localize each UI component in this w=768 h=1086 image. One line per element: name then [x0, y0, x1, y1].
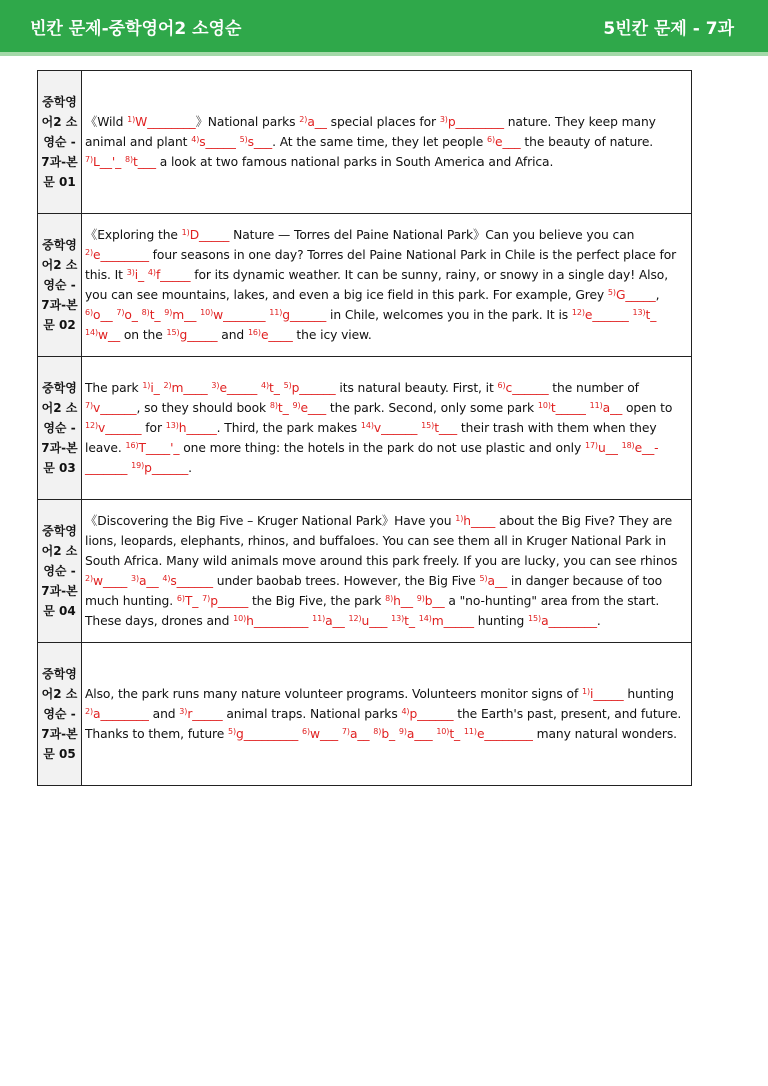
row-label: 중학영어2 소영순 - 7과-본문 03: [38, 357, 82, 500]
blank: [292, 401, 326, 415]
blank: [312, 614, 345, 628]
blank-number: 18): [621, 441, 635, 450]
blank-hint: g______: [282, 308, 327, 322]
page-header: [0, 0, 768, 56]
passage-segment: in Chile, welcomes you in the park. It is: [326, 308, 572, 322]
passage-segment: hunting: [623, 687, 674, 701]
passage-segment: for: [141, 421, 166, 435]
blank-number: 6): [301, 727, 310, 736]
blank: [361, 421, 417, 435]
blank-number: 12): [348, 614, 362, 623]
blank-number: 13): [391, 614, 405, 623]
exercise-row: [38, 214, 692, 357]
blank-number: 9): [292, 401, 301, 410]
passage-segment: many natural wonders.: [532, 727, 677, 741]
blank: [85, 248, 149, 262]
passage-segment: for its dynamic weather. It can be sunny, rainy, or snowy in a single day! Also, you can see mountains, lakes, and even a big ice field in this park. For example, Grey: [85, 268, 669, 302]
blank: [233, 614, 308, 628]
blank-number: 6): [85, 308, 94, 317]
passage-segment: and: [217, 328, 248, 342]
blank-hint: b__: [424, 594, 445, 608]
blank: [590, 401, 623, 415]
passage-text: [82, 500, 692, 643]
blank-hint: v______: [373, 421, 418, 435]
blank-number: 13): [165, 421, 179, 430]
blank-hint: i_: [150, 381, 160, 395]
blank-hint: t_: [449, 727, 461, 741]
blank-hint: a__: [349, 727, 370, 741]
blank: [116, 308, 138, 322]
blank-number: 6): [176, 594, 185, 603]
exercise-row: [38, 71, 692, 214]
blank: [85, 328, 120, 342]
passage-segment: four seasons in one day? Torres del Paine National Park in Chile is the perfect place for this. It: [85, 248, 677, 282]
blank: [528, 614, 597, 628]
exercise-row: [38, 500, 692, 643]
blank: [498, 381, 549, 395]
blank-number: 15): [166, 328, 180, 337]
blank: [585, 441, 618, 455]
blank-number: 5): [283, 381, 292, 390]
row-label: 중학영어2 소영순 - 7과-본문 02: [38, 214, 82, 357]
blank-hint: i_____: [590, 687, 624, 701]
blank: [342, 727, 370, 741]
blank: [401, 707, 453, 721]
blank: [191, 135, 236, 149]
blank-hint: p______: [291, 381, 336, 395]
passage-segment: .: [596, 614, 601, 628]
blank: [177, 594, 198, 608]
exercise-row: [38, 357, 692, 500]
blank-hint: u__: [597, 441, 618, 455]
blank-hint: a__: [487, 574, 508, 588]
passage-segment: and: [148, 707, 180, 721]
passage-segment: the number of: [548, 381, 639, 395]
blank: [162, 574, 213, 588]
blank-number: 8): [269, 401, 278, 410]
blank-number: 7): [116, 308, 125, 317]
blank: [417, 594, 445, 608]
blank: [269, 308, 326, 322]
blank-hint: T____'_: [138, 441, 180, 455]
blank-hint: g_________: [236, 727, 299, 741]
passage-segment: about the Big Five? They are lions, leopards, elephants, rhinos, and buffaloes. You can see them all in Kruger National Park in South Africa. Many wild animals move around this park freely. If you are lucky, you can see rhinos: [85, 514, 678, 568]
blank-hint: t___: [133, 155, 156, 169]
blank-hint: a________: [541, 614, 597, 628]
blank-hint: a__: [307, 115, 327, 129]
blank-number: 4): [147, 268, 156, 277]
blank-hint: m__: [172, 308, 197, 322]
blank: [270, 401, 289, 415]
blank: [302, 727, 338, 741]
blank-number: 7): [85, 401, 94, 410]
blank: [211, 381, 257, 395]
blank-hint: L__'_: [93, 155, 122, 169]
passage-segment: on the: [120, 328, 167, 342]
blank-hint: m____: [171, 381, 208, 395]
blank-number: 11): [463, 727, 477, 736]
page-title: 빈칸 문제-중학영어2 소영순: [30, 19, 242, 39]
blank-hint: t_: [268, 381, 280, 395]
row-label: 중학영어2 소영순 - 7과-본문 05: [38, 643, 82, 786]
blank: [299, 115, 327, 129]
blank: [125, 441, 179, 455]
blank-hint: e_____: [219, 381, 258, 395]
blank: [373, 727, 395, 741]
blank-hint: m_____: [431, 614, 474, 628]
blank-hint: v______: [98, 421, 142, 435]
blank-number: 11): [312, 614, 326, 623]
blank-number: 16): [125, 441, 139, 450]
passage-segment: 》National parks: [195, 115, 300, 129]
blank-hint: w____: [93, 574, 128, 588]
blank-hint: g_____: [179, 328, 218, 342]
blank: [419, 614, 474, 628]
blank: [125, 155, 156, 169]
blank-hint: T_: [184, 594, 199, 608]
blank-number: 6): [497, 381, 506, 390]
blank-number: 2): [85, 574, 94, 583]
blank-number: 14): [360, 421, 374, 430]
blank: [436, 727, 460, 741]
passage-segment: the beauty of nature.: [520, 135, 654, 149]
blank: [632, 308, 656, 322]
blank-hint: e________: [93, 248, 149, 262]
blank: [228, 727, 298, 741]
blank-hint: o_: [124, 308, 138, 322]
blank: [164, 381, 208, 395]
blank-number: 9): [416, 594, 425, 603]
blank-number: 5): [228, 727, 237, 736]
blank: [85, 308, 113, 322]
passage-segment: hunting: [473, 614, 529, 628]
passage-segment: . At the same time, they let people: [272, 135, 487, 149]
passage-segment: one more thing: the hotels in the park do not use plastic and only: [179, 441, 585, 455]
passage-segment: its natural beauty. First, it: [335, 381, 498, 395]
blank: [487, 135, 521, 149]
blank: [480, 574, 508, 588]
blank: [391, 614, 415, 628]
blank: [167, 328, 218, 342]
blank-hint: e____: [260, 328, 293, 342]
blank-hint: f_____: [155, 268, 191, 282]
blank-number: 15): [421, 421, 435, 430]
blank-number: 8): [385, 594, 394, 603]
blank-number: 3): [126, 268, 135, 277]
passage-segment: the Earth's past, present, and future. Thanks to them, future: [85, 707, 682, 741]
passage-segment: 《Wild: [85, 115, 128, 129]
blank: [131, 461, 188, 475]
blank-hint: t_: [277, 401, 289, 415]
blank-number: 8): [141, 308, 150, 317]
passage-segment: ,: [655, 288, 660, 302]
blank: [455, 514, 495, 528]
blank-hint: p______: [409, 707, 454, 721]
blank: [261, 381, 280, 395]
passage-segment: 《Exploring the: [85, 228, 182, 242]
passage-text: [82, 643, 692, 786]
blank-hint: h__: [393, 594, 413, 608]
passage-text: [82, 357, 692, 500]
passage-segment: The park: [85, 381, 143, 395]
blank-number: 15): [528, 614, 542, 623]
passage-segment: nature. They keep many animal and plant: [85, 115, 656, 149]
blank: [202, 594, 248, 608]
blank-number: 7): [341, 727, 350, 736]
blank-number: 5): [607, 288, 616, 297]
blank-number: 1): [582, 687, 591, 696]
passage-segment: in danger because of too much hunting.: [85, 574, 663, 608]
blank-hint: v______: [93, 401, 137, 415]
blank: [284, 381, 336, 395]
blank-number: 1): [142, 381, 151, 390]
section-title: 5빈칸 문제 - 7과: [603, 19, 734, 39]
passage-segment: a look at two famous national parks in South America and Africa.: [155, 155, 554, 169]
blank: [131, 574, 159, 588]
passage-segment: a "no-hunting" area from the start. These days, drones and: [85, 594, 660, 628]
passage-segment: , so they should book: [136, 401, 270, 415]
blank-number: 10): [233, 614, 247, 623]
blank-hint: c______: [505, 381, 549, 395]
blank-hint: t_: [645, 308, 657, 322]
blank-number: 2): [163, 381, 172, 390]
passage-segment: open to: [622, 401, 673, 415]
blank-number: 4): [260, 381, 269, 390]
blank-number: 14): [85, 328, 99, 337]
blank-hint: t_: [149, 308, 161, 322]
blank-hint: p______: [144, 461, 189, 475]
blank-number: 11): [269, 308, 283, 317]
passage-segment: animal traps. National parks: [222, 707, 402, 721]
blank: [538, 401, 586, 415]
blank: [166, 421, 217, 435]
blank-hint: t_: [404, 614, 415, 628]
blank: [399, 727, 433, 741]
blank-hint: u___: [361, 614, 388, 628]
blank-hint: G_____: [615, 288, 656, 302]
blank-hint: p_____: [210, 594, 249, 608]
blank-hint: w_______: [213, 308, 266, 322]
passage-segment: their trash with them when they leave.: [85, 421, 657, 455]
blank-number: 6): [486, 135, 495, 144]
blank-number: 11): [589, 401, 603, 410]
blank-number: 2): [299, 115, 308, 124]
passage-segment: the park. Second, only some park: [326, 401, 538, 415]
blank: [200, 308, 265, 322]
passage-text: [82, 214, 692, 357]
blank-hint: w__: [98, 328, 121, 342]
blank: [608, 288, 656, 302]
blank: [142, 381, 159, 395]
passage-segment: .: [188, 461, 192, 475]
blank-number: 16): [247, 328, 261, 337]
blank-hint: e__-_______: [85, 441, 659, 475]
blank-hint: s______: [170, 574, 213, 588]
blank-number: 12): [571, 308, 585, 317]
blank-number: 17): [584, 441, 598, 450]
blank-hint: w___: [310, 727, 339, 741]
blank-hint: a__: [602, 401, 623, 415]
blank-hint: e______: [584, 308, 629, 322]
blank-hint: r_____: [187, 707, 223, 721]
blank-hint: D_____: [189, 228, 230, 242]
passage-segment: under baobab trees. However, the Big Five: [212, 574, 480, 588]
blank: [127, 268, 144, 282]
passage-segment: 《Discovering the Big Five – Kruger National Park》Have you: [85, 514, 456, 528]
blank-number: 2): [85, 248, 94, 257]
blank: [148, 268, 191, 282]
blank-number: 12): [85, 421, 99, 430]
blank-hint: h_____: [178, 421, 217, 435]
blank-hint: e________: [476, 727, 533, 741]
blank: [164, 308, 196, 322]
blank: [182, 228, 230, 242]
blank-number: 5): [479, 574, 488, 583]
blank-number: 10): [200, 308, 214, 317]
blank: [85, 707, 149, 721]
blank-number: 7): [85, 155, 94, 164]
blank-number: 10): [537, 401, 551, 410]
blank: [142, 308, 161, 322]
blank-number: 7): [202, 594, 211, 603]
blank: [572, 308, 629, 322]
blank-number: 13): [632, 308, 646, 317]
blank-number: 4): [191, 135, 200, 144]
blank-number: 4): [162, 574, 171, 583]
blank-hint: p________: [447, 115, 504, 129]
passage-segment: special places for: [326, 115, 440, 129]
blank-number: 3): [211, 381, 220, 390]
row-label: 중학영어2 소영순 - 7과-본문 04: [38, 500, 82, 643]
blank: [179, 707, 222, 721]
blank-hint: e___: [495, 135, 521, 149]
blank-hint: h____: [463, 514, 496, 528]
blank-number: 10): [436, 727, 450, 736]
blank-number: 4): [401, 707, 410, 716]
blank-number: 14): [418, 614, 432, 623]
passage-segment: Nature — Torres del Paine National Park》Can you believe you can: [229, 228, 635, 242]
blank: [248, 328, 293, 342]
passage-segment: Also, the park runs many nature volunteer programs. Volunteers monitor signs of: [85, 687, 583, 701]
blank-hint: W________: [135, 115, 196, 129]
blank: [127, 115, 195, 129]
row-label: 중학영어2 소영순 - 7과-본문 01: [38, 71, 82, 214]
blank: [85, 401, 136, 415]
passage-text: [82, 71, 692, 214]
blank: [421, 421, 457, 435]
blank-hint: b_: [381, 727, 396, 741]
passage-segment: the icy view.: [292, 328, 372, 342]
blank-hint: e___: [300, 401, 327, 415]
blank-hint: s_____: [199, 135, 236, 149]
blank-number: 19): [131, 461, 145, 470]
blank-hint: a__: [325, 614, 345, 628]
blank-number: 1): [127, 115, 136, 124]
blank-number: 1): [181, 228, 190, 237]
blank-hint: a__: [139, 574, 159, 588]
blank-number: 3): [179, 707, 188, 716]
blank-hint: t___: [434, 421, 458, 435]
blank-number: 3): [130, 574, 139, 583]
blank: [582, 687, 624, 701]
blank-hint: t_____: [550, 401, 586, 415]
blank: [464, 727, 533, 741]
blank-number: 8): [373, 727, 382, 736]
blank-number: 9): [164, 308, 173, 317]
blank: [85, 574, 127, 588]
passage-segment: the Big Five, the park: [248, 594, 386, 608]
blank-hint: h_________: [246, 614, 309, 628]
blank-number: 9): [398, 727, 407, 736]
blank: [85, 155, 121, 169]
blank-number: 5): [239, 135, 248, 144]
blank: [85, 421, 141, 435]
blank-hint: s___: [247, 135, 273, 149]
exercise-row: [38, 643, 692, 786]
blank-number: 1): [455, 514, 464, 523]
blank: [348, 614, 387, 628]
blank-number: 2): [85, 707, 94, 716]
blank-hint: a________: [93, 707, 149, 721]
passage-segment: . Third, the park makes: [216, 421, 361, 435]
blank: [440, 115, 504, 129]
blank: [240, 135, 272, 149]
exercise-table: [37, 70, 692, 786]
blank-hint: i_: [134, 268, 145, 282]
blank: [385, 594, 413, 608]
blank-hint: o__: [93, 308, 113, 322]
blank-number: 8): [125, 155, 134, 164]
blank-hint: a___: [406, 727, 433, 741]
blank-number: 3): [439, 115, 448, 124]
